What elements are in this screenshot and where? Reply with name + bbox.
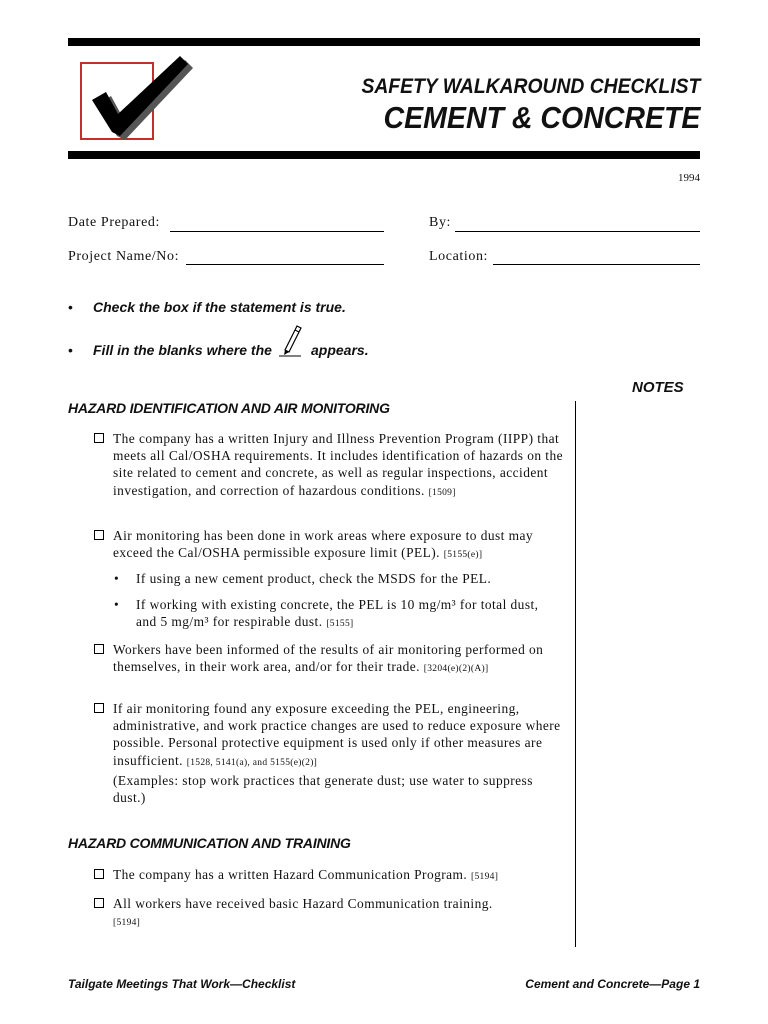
checkmark-icon	[84, 52, 204, 152]
instruction-fill-blanks	[68, 342, 272, 358]
item-reference: [1509]	[428, 487, 456, 498]
item-example: (Examples: stop work practices that generate dust; use water to suppress dust.)	[113, 772, 533, 806]
checklist-item	[94, 430, 569, 502]
date-prepared-field[interactable]	[170, 231, 384, 232]
notes-heading: NOTES	[632, 379, 684, 396]
item-text: The company has a written Injury and Illness Prevention Program (IIPP) that meets all Cal/OSHA requirements. It includes identification of hazards on the site related to cement and concrete, as well as regular inspections, accident investigation, and correction of hazardous conditions.	[113, 431, 564, 498]
item-reference: [5155]	[326, 619, 354, 630]
notes-divider	[575, 401, 576, 947]
checklist-subtitle: SAFETY WALKAROUND CHECKLIST	[361, 75, 700, 98]
footer-left: Tailgate Meetings That Work—Checklist	[68, 977, 296, 991]
bullet: •	[68, 299, 73, 315]
by-field[interactable]	[455, 231, 700, 232]
item-reference: [5194]	[471, 872, 499, 882]
item-text: Workers have been informed of the results of air monitoring performed on themselves, in their work area, and/or for their trade.	[113, 642, 544, 675]
checkbox-icon[interactable]	[94, 644, 104, 654]
checkbox-icon[interactable]	[94, 433, 104, 443]
checkbox-icon[interactable]	[94, 869, 104, 879]
top-rule	[68, 38, 700, 46]
checkbox-icon[interactable]	[94, 703, 104, 713]
sub-bullet	[114, 570, 554, 587]
project-label: Project Name/No:	[68, 249, 180, 264]
item-reference: [3204(e)(2)(A)]	[423, 664, 489, 675]
checkmark-logo	[80, 62, 154, 140]
sub-bullet-text: If working with existing concrete, the PEL is 10 mg/m³ for total dust, and 5 mg/m³ for respirable dust.	[136, 597, 539, 630]
by-label: By:	[429, 215, 452, 230]
instruction-check-box	[68, 299, 346, 315]
instruction-appears: appears.	[311, 342, 369, 358]
item-text: If air monitoring found any exposure exceeding the PEL, engineering, administrative, and work practice changes are used to reduce exposure where possible. Personal protective equipment is used only if other measures are insufficient.	[113, 701, 561, 768]
header-rule	[68, 151, 700, 159]
section-heading-hazcom: HAZARD COMMUNICATION AND TRAINING	[68, 835, 351, 851]
checkbox-icon[interactable]	[94, 530, 104, 540]
item-reference: [5155(e)]	[443, 550, 483, 561]
item-text: The company has a written Hazard Communication Program.	[113, 867, 468, 882]
checkbox-icon[interactable]	[94, 898, 104, 908]
checklist-item	[94, 895, 569, 932]
item-reference: [5194]	[113, 918, 141, 929]
bullet: •	[114, 597, 120, 612]
instruction-text: Check the box if the statement is true.	[93, 299, 346, 315]
date-prepared-label: Date Prepared:	[68, 215, 160, 230]
sub-bullet-text: If using a new cement product, check the MSDS for the PEL.	[136, 571, 492, 586]
item-reference: [1528, 5141(a), and 5155(e)(2)]	[186, 757, 318, 768]
footer-right: Cement and Concrete—Page 1	[525, 977, 700, 991]
item-text: All workers have received basic Hazard Communication training.	[113, 896, 493, 911]
section-heading-hazard-id: HAZARD IDENTIFICATION AND AIR MONITORING	[68, 400, 390, 416]
checklist-item	[94, 866, 569, 886]
checklist-item	[94, 641, 569, 678]
location-field[interactable]	[493, 264, 700, 265]
checklist-item	[94, 527, 569, 564]
sub-bullet	[114, 596, 554, 633]
item-text: Air monitoring has been done in work areas where exposure to dust may exceed the Cal/OSHA permissible exposure limit (PEL).	[113, 528, 534, 561]
instruction-text: Fill in the blanks where the	[93, 342, 272, 358]
pencil-icon	[277, 322, 303, 358]
project-field[interactable]	[186, 264, 384, 265]
location-label: Location:	[429, 249, 489, 264]
checklist-title: CEMENT & CONCRETE	[383, 100, 700, 135]
bullet: •	[114, 571, 120, 586]
checklist-item	[94, 700, 569, 806]
bullet: •	[68, 342, 73, 358]
year-label: 1994	[678, 172, 700, 184]
